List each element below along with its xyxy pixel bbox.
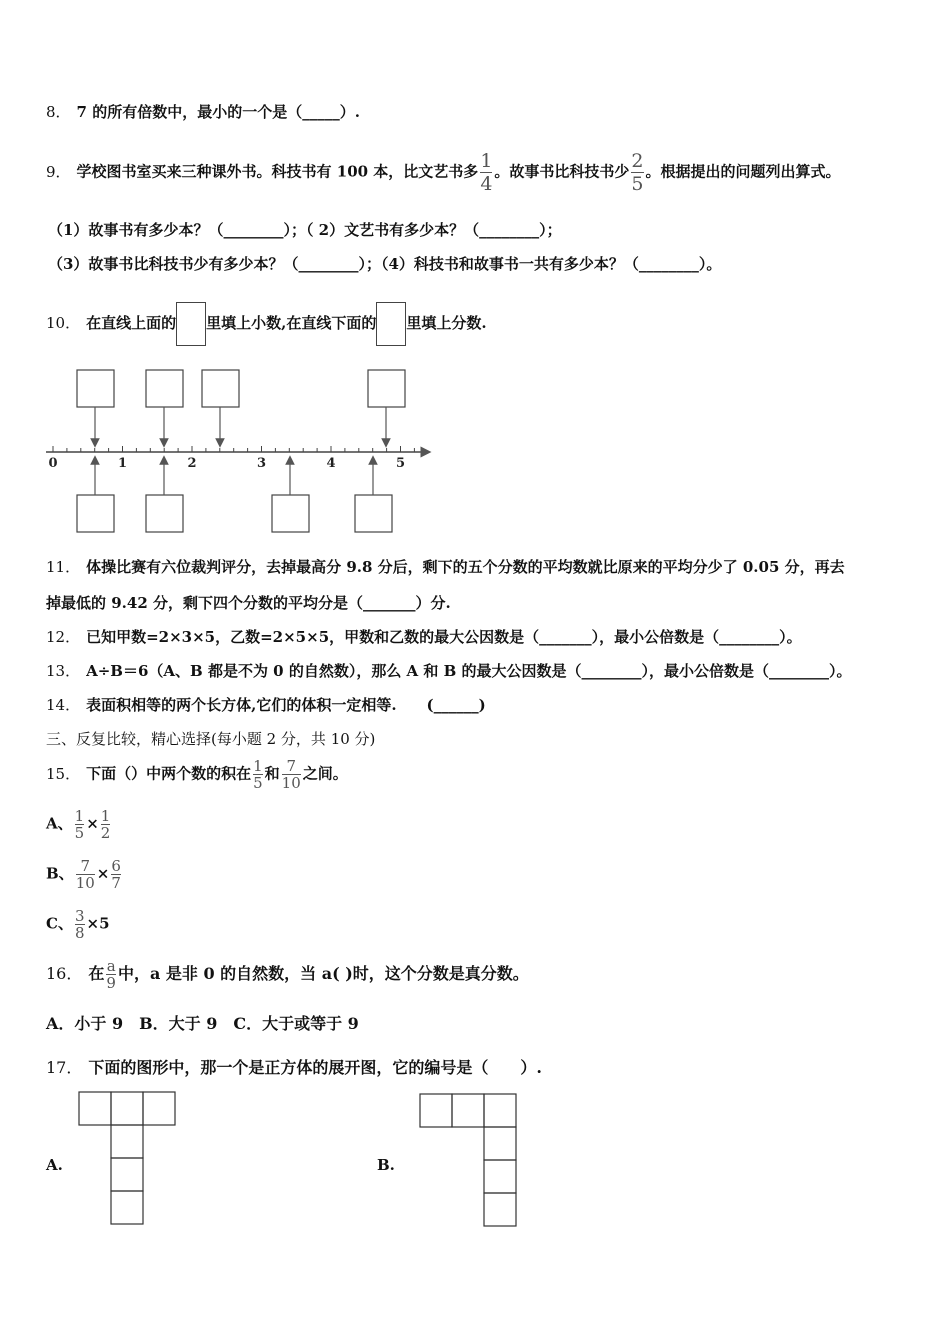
numerator: 6 <box>111 857 121 875</box>
question-text: 下面（）中两个数的积在 <box>86 764 252 783</box>
denominator: 5 <box>253 774 263 792</box>
question-number: 13． <box>46 662 81 680</box>
question-number: 8． <box>46 103 71 121</box>
denominator: 5 <box>74 824 85 842</box>
question-17 <box>46 1058 542 1078</box>
option-a <box>46 808 112 841</box>
denominator: 7 <box>111 874 121 892</box>
question-number: 9． <box>46 162 71 181</box>
numerator: a <box>106 957 116 975</box>
tick-label: 3 <box>256 456 267 471</box>
denominator: 4 <box>480 173 493 195</box>
question-text: 。根据提出的问题列出算式。 <box>645 162 841 181</box>
question-number: 17． <box>46 1058 83 1077</box>
fraction <box>75 808 85 841</box>
lower-box-1 <box>77 495 114 532</box>
fraction-a-over-9 <box>106 958 116 991</box>
numerator: 1 <box>253 757 263 775</box>
question-9-sub-2: （3）故事书比科技书少有多少本？（________）；（4）科技书和故事书一共有多少本？（________）。 <box>48 255 722 273</box>
upper-box-1 <box>77 370 114 407</box>
option-a-label: A. <box>46 1156 63 1174</box>
numerator: 7 <box>286 757 296 775</box>
question-text: A÷B＝6（A、B 都是不为 0 的自然数），那么 A 和 B 的最大公因数是（________），最小公倍数是（________）。 <box>86 662 852 680</box>
question-16-options: A．小于 9 B．大于 9 C．大于或等于 9 <box>46 1014 359 1033</box>
question-text: 在 <box>88 964 105 983</box>
numerator: 1 <box>100 807 111 825</box>
question-text: 体操比赛有六位裁判评分，去掉最高分 9.8 分后，剩下的五个分数的平均数就比原来的平均分少了 0.05 分，再去 <box>86 558 845 576</box>
question-11-line-1 <box>46 557 845 577</box>
numerator: 3 <box>74 907 85 925</box>
denominator: 8 <box>74 924 85 942</box>
lower-box-3 <box>272 495 309 532</box>
question-number: 14． <box>46 696 81 714</box>
tick-label: 1 <box>117 456 128 471</box>
question-number: 11． <box>46 558 81 576</box>
question-number: 15． <box>46 764 81 783</box>
fraction <box>111 858 121 891</box>
question-16 <box>46 958 529 991</box>
question-9-sub-1: （1）故事书有多少本？（________）；（ 2）文艺书有多少本？（________）； <box>48 221 562 239</box>
question-11-line-2: 掉最低的 9.42 分，剩下四个分数的平均分是（_______）分. <box>46 594 451 612</box>
operator: × <box>96 864 110 883</box>
question-number: 12． <box>46 628 81 646</box>
fraction-one-fifth <box>253 758 263 791</box>
tick-label: 5 <box>395 456 406 471</box>
question-number: 16． <box>46 964 83 983</box>
numerator: 1 <box>480 150 493 172</box>
upper-box-2 <box>146 370 183 407</box>
denominator: 10 <box>75 874 95 892</box>
numerator: 7 <box>80 857 90 875</box>
option-label: A、 <box>46 814 73 833</box>
fraction <box>76 858 95 891</box>
fraction-seven-tenths <box>282 758 301 791</box>
tick-label: 2 <box>187 456 197 471</box>
option-b <box>46 858 123 891</box>
numerator: 1 <box>74 807 85 825</box>
question-text: 之间。 <box>302 764 348 783</box>
question-text: 在直线上面的 <box>86 314 177 332</box>
upper-box-4 <box>368 370 405 407</box>
denominator: 10 <box>281 774 301 792</box>
lower-box-4 <box>355 495 392 532</box>
upper-box-3 <box>202 370 239 407</box>
question-text: 7 的所有倍数中，最小的一个是（_____）. <box>76 103 360 121</box>
operator: × <box>86 814 99 833</box>
option-c <box>46 908 110 941</box>
question-text: 。故事书比科技书少 <box>494 162 630 181</box>
operator: ×5 <box>86 914 110 933</box>
question-text: 表面积相等的两个长方体,它们的体积一定相等. (______) <box>86 696 486 714</box>
denominator: 5 <box>631 173 644 195</box>
question-text: 里填上分数. <box>406 314 487 332</box>
question-text: 中，a 是非 0 的自然数，当 a( )时，这个分数是真分数。 <box>117 964 529 983</box>
question-text: 里填上小数,在直线下面的 <box>206 314 377 332</box>
tick-label: 0 <box>48 456 58 471</box>
question-text: 下面的图形中，那一个是正方体的展开图，它的编号是（ ）. <box>88 1058 542 1077</box>
question-number: 10． <box>46 314 81 332</box>
section-heading: 三、反复比较，精心选择(每小题 2 分，共 10 分) <box>46 730 376 748</box>
denominator: 9 <box>106 974 116 992</box>
fraction <box>101 808 111 841</box>
question-15 <box>46 758 348 791</box>
question-text: 学校图书室买来三种课外书。科技书有 100 本，比文艺书多 <box>76 162 479 181</box>
question-text: 已知甲数=2×3×5，乙数=2×5×5，甲数和乙数的最大公因数是（_______），最小公倍数是（________）。 <box>86 628 802 646</box>
fraction <box>75 908 85 941</box>
question-14 <box>46 695 486 715</box>
option-b-label: B. <box>377 1156 395 1174</box>
numerator: 2 <box>631 150 644 172</box>
option-label: C、 <box>46 914 73 933</box>
question-text: 和 <box>264 764 280 783</box>
question-13 <box>46 661 852 681</box>
lower-box-2 <box>146 495 183 532</box>
question-12 <box>46 627 802 647</box>
denominator: 2 <box>100 824 111 842</box>
option-label: B、 <box>46 864 74 883</box>
tick-label: 4 <box>326 456 336 471</box>
